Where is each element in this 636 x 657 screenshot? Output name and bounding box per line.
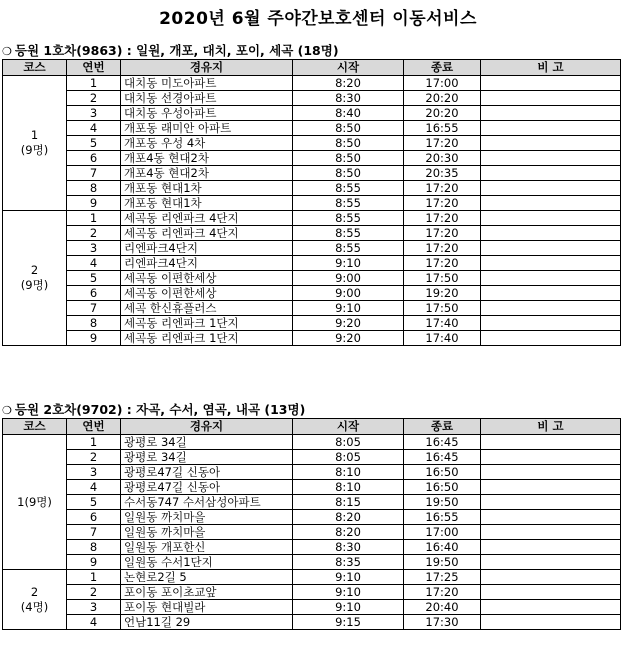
row-number: 8 <box>67 181 121 196</box>
col-end: 종료 <box>404 60 481 76</box>
page-title: 2020년 6월 주야간보호센터 이동서비스 <box>159 9 477 29</box>
course-number: 1 <box>30 128 39 142</box>
table-row <box>3 241 621 256</box>
table-row <box>3 585 621 600</box>
row-note <box>481 151 621 166</box>
table-row <box>3 121 621 136</box>
row-note <box>481 106 621 121</box>
row-stop: 광평로47길 신동아 <box>121 480 293 495</box>
row-start-time: 8:50 <box>293 136 404 151</box>
table-row <box>3 151 621 166</box>
row-stop: 대치동 선경아파트 <box>121 91 293 106</box>
row-number: 4 <box>67 480 121 495</box>
row-number: 5 <box>67 495 121 510</box>
row-note <box>481 166 621 181</box>
row-note <box>481 211 621 226</box>
row-note <box>481 540 621 555</box>
course-count: (4명) <box>20 599 49 614</box>
row-stop: 세곡동 이편한세상 <box>121 286 293 301</box>
row-stop: 포이동 현대빌라 <box>121 600 293 615</box>
row-stop: 개포4동 현대2차 <box>121 151 293 166</box>
row-end-time: 16:45 <box>404 435 481 450</box>
course-number: 2 <box>30 584 39 599</box>
table-row <box>3 510 621 525</box>
row-end-time: 17:50 <box>404 271 481 286</box>
row-start-time: 8:10 <box>293 465 404 480</box>
table-row <box>3 196 621 211</box>
row-start-time: 9:00 <box>293 271 404 286</box>
row-note <box>481 256 621 271</box>
row-stop: 개포동 현대1차 <box>121 196 293 211</box>
row-end-time: 17:00 <box>404 76 481 91</box>
row-number: 7 <box>67 525 121 540</box>
section-bus-1 <box>2 42 621 346</box>
row-end-time: 17:20 <box>404 256 481 271</box>
table-header-row <box>3 419 621 435</box>
table-row <box>3 555 621 570</box>
course-cell <box>3 435 67 570</box>
row-end-time: 17:25 <box>404 570 481 585</box>
row-note <box>481 465 621 480</box>
course-cell <box>3 211 67 346</box>
row-number: 1 <box>67 211 121 226</box>
section-heading <box>2 401 621 418</box>
row-stop: 광평로 34길 <box>121 450 293 465</box>
row-stop: 리엔파크4단지 <box>121 256 293 271</box>
row-stop: 일원동 까치마을 <box>121 510 293 525</box>
row-start-time: 9:10 <box>293 301 404 316</box>
row-stop: 리엔파크4단지 <box>121 241 293 256</box>
row-stop: 세곡동 이편한세상 <box>121 271 293 286</box>
course-cell <box>3 76 67 211</box>
row-start-time: 8:30 <box>293 540 404 555</box>
col-course: 코스 <box>3 419 67 435</box>
row-end-time: 17:20 <box>404 585 481 600</box>
row-note <box>481 226 621 241</box>
row-start-time: 9:00 <box>293 286 404 301</box>
row-number: 2 <box>67 91 121 106</box>
row-start-time: 9:15 <box>293 615 404 630</box>
row-note <box>481 196 621 211</box>
table-row <box>3 91 621 106</box>
row-end-time: 17:30 <box>404 615 481 630</box>
row-note <box>481 495 621 510</box>
table-row <box>3 136 621 151</box>
row-stop: 세곡동 리엔파크 4단지 <box>121 226 293 241</box>
row-start-time: 8:50 <box>293 166 404 181</box>
row-stop: 세곡동 리엔파크 1단지 <box>121 331 293 346</box>
col-number: 연번 <box>67 419 121 435</box>
row-note <box>481 555 621 570</box>
table-row <box>3 600 621 615</box>
col-note: 비 고 <box>481 60 621 76</box>
row-stop: 광평로47길 신동아 <box>121 465 293 480</box>
section-heading <box>2 42 621 59</box>
row-note <box>481 510 621 525</box>
row-number: 4 <box>67 615 121 630</box>
row-note <box>481 301 621 316</box>
row-end-time: 17:20 <box>404 181 481 196</box>
table-row <box>3 331 621 346</box>
row-note <box>481 121 621 136</box>
row-start-time: 8:20 <box>293 525 404 540</box>
schedule-table <box>2 418 621 630</box>
row-end-time: 17:40 <box>404 316 481 331</box>
row-number: 8 <box>67 316 121 331</box>
row-end-time: 17:20 <box>404 196 481 211</box>
row-note <box>481 585 621 600</box>
row-start-time: 8:55 <box>293 181 404 196</box>
table-row <box>3 226 621 241</box>
row-end-time: 16:40 <box>404 540 481 555</box>
table-row <box>3 211 621 226</box>
row-number: 8 <box>67 540 121 555</box>
row-stop: 일원동 수서1단지 <box>121 555 293 570</box>
row-number: 6 <box>67 151 121 166</box>
row-number: 2 <box>67 450 121 465</box>
course-count: (9명) <box>20 143 49 157</box>
row-end-time: 17:50 <box>404 301 481 316</box>
col-course: 코스 <box>3 60 67 76</box>
table-row <box>3 450 621 465</box>
row-end-time: 17:20 <box>404 211 481 226</box>
course-cell <box>3 570 67 630</box>
col-number: 연번 <box>67 60 121 76</box>
row-note <box>481 91 621 106</box>
circle-bullet-icon: ❍ <box>2 404 12 417</box>
row-number: 9 <box>67 555 121 570</box>
row-note <box>481 181 621 196</box>
row-stop: 언남11길 29 <box>121 615 293 630</box>
row-start-time: 8:30 <box>293 91 404 106</box>
row-number: 4 <box>67 256 121 271</box>
row-number: 3 <box>67 465 121 480</box>
row-stop: 대치동 우성아파트 <box>121 106 293 121</box>
course-number: 1(9명) <box>17 494 52 509</box>
row-stop: 포이동 포이초교앞 <box>121 585 293 600</box>
row-stop: 일원동 까치마을 <box>121 525 293 540</box>
row-start-time: 9:10 <box>293 256 404 271</box>
row-start-time: 8:55 <box>293 196 404 211</box>
row-start-time: 8:15 <box>293 495 404 510</box>
row-end-time: 17:20 <box>404 226 481 241</box>
table-row <box>3 570 621 585</box>
row-note <box>481 570 621 585</box>
table-row <box>3 435 621 450</box>
row-number: 1 <box>67 570 121 585</box>
col-start: 시작 <box>293 419 404 435</box>
table-row <box>3 256 621 271</box>
row-stop: 개포동 래미안 아파트 <box>121 121 293 136</box>
row-number: 3 <box>67 106 121 121</box>
table-row <box>3 465 621 480</box>
row-end-time: 20:20 <box>404 91 481 106</box>
row-note <box>481 331 621 346</box>
row-end-time: 20:35 <box>404 166 481 181</box>
section-bus-2 <box>2 401 621 630</box>
section-title: 등원 1호차(9863) : 일원, 개포, 대치, 포이, 세곡 (18명) <box>14 43 339 58</box>
col-note: 비 고 <box>481 419 621 435</box>
row-stop: 개포4동 현대2차 <box>121 166 293 181</box>
table-row <box>3 525 621 540</box>
row-note <box>481 76 621 91</box>
row-note <box>481 136 621 151</box>
row-end-time: 20:40 <box>404 600 481 615</box>
course-count: (9명) <box>20 278 49 292</box>
table-row <box>3 181 621 196</box>
row-number: 4 <box>67 121 121 136</box>
table-row <box>3 540 621 555</box>
row-stop: 논현로2길 5 <box>121 570 293 585</box>
schedule-table <box>2 59 621 346</box>
col-stop: 경유지 <box>121 60 293 76</box>
table-row <box>3 301 621 316</box>
row-number: 5 <box>67 136 121 151</box>
table-row <box>3 615 621 630</box>
row-start-time: 9:10 <box>293 570 404 585</box>
row-start-time: 8:05 <box>293 450 404 465</box>
row-end-time: 16:55 <box>404 510 481 525</box>
table-row <box>3 480 621 495</box>
row-number: 6 <box>67 286 121 301</box>
table-row <box>3 316 621 331</box>
row-stop: 개포동 우성 4차 <box>121 136 293 151</box>
row-stop: 세곡동 리엔파크 4단지 <box>121 211 293 226</box>
row-number: 6 <box>67 510 121 525</box>
row-end-time: 19:20 <box>404 286 481 301</box>
row-end-time: 17:20 <box>404 136 481 151</box>
row-stop: 개포동 현대1차 <box>121 181 293 196</box>
table-row <box>3 286 621 301</box>
row-end-time: 16:50 <box>404 465 481 480</box>
row-end-time: 17:20 <box>404 241 481 256</box>
row-start-time: 8:55 <box>293 241 404 256</box>
row-note <box>481 286 621 301</box>
row-start-time: 8:55 <box>293 211 404 226</box>
row-stop: 세곡 한신휴플러스 <box>121 301 293 316</box>
row-start-time: 8:35 <box>293 555 404 570</box>
row-stop: 대치동 미도아파트 <box>121 76 293 91</box>
row-start-time: 8:05 <box>293 435 404 450</box>
row-number: 7 <box>67 166 121 181</box>
circle-bullet-icon: ❍ <box>2 45 12 58</box>
row-stop: 광평로 34길 <box>121 435 293 450</box>
table-row <box>3 271 621 286</box>
row-number: 2 <box>67 585 121 600</box>
row-note <box>481 480 621 495</box>
row-number: 1 <box>67 76 121 91</box>
row-note <box>481 241 621 256</box>
col-stop: 경유지 <box>121 419 293 435</box>
row-start-time: 9:20 <box>293 316 404 331</box>
row-number: 5 <box>67 271 121 286</box>
row-number: 2 <box>67 226 121 241</box>
row-end-time: 19:50 <box>404 495 481 510</box>
row-number: 3 <box>67 241 121 256</box>
row-end-time: 16:55 <box>404 121 481 136</box>
row-start-time: 9:10 <box>293 600 404 615</box>
row-start-time: 9:10 <box>293 585 404 600</box>
row-start-time: 8:55 <box>293 226 404 241</box>
row-start-time: 8:40 <box>293 106 404 121</box>
row-start-time: 8:20 <box>293 510 404 525</box>
course-number: 2 <box>30 263 39 277</box>
row-start-time: 8:10 <box>293 480 404 495</box>
row-number: 1 <box>67 435 121 450</box>
row-end-time: 16:50 <box>404 480 481 495</box>
row-end-time: 17:00 <box>404 525 481 540</box>
row-number: 9 <box>67 196 121 211</box>
row-end-time: 20:30 <box>404 151 481 166</box>
row-note <box>481 615 621 630</box>
table-row <box>3 166 621 181</box>
table-row <box>3 106 621 121</box>
col-start: 시작 <box>293 60 404 76</box>
row-note <box>481 525 621 540</box>
row-number: 7 <box>67 301 121 316</box>
row-stop: 수서동747 수서삼성아파트 <box>121 495 293 510</box>
row-stop: 세곡동 리엔파크 1단지 <box>121 316 293 331</box>
table-row <box>3 495 621 510</box>
table-row <box>3 76 621 91</box>
row-end-time: 20:20 <box>404 106 481 121</box>
row-end-time: 16:45 <box>404 450 481 465</box>
row-start-time: 8:50 <box>293 121 404 136</box>
row-note <box>481 435 621 450</box>
row-end-time: 17:40 <box>404 331 481 346</box>
row-end-time: 19:50 <box>404 555 481 570</box>
row-start-time: 8:20 <box>293 76 404 91</box>
row-number: 9 <box>67 331 121 346</box>
row-number: 3 <box>67 600 121 615</box>
row-note <box>481 316 621 331</box>
row-stop: 일원동 개포한신 <box>121 540 293 555</box>
row-note <box>481 450 621 465</box>
col-end: 종료 <box>404 419 481 435</box>
row-start-time: 9:20 <box>293 331 404 346</box>
section-title: 등원 2호차(9702) : 자곡, 수서, 염곡, 내곡 (13명) <box>14 402 306 417</box>
row-note <box>481 271 621 286</box>
row-start-time: 8:50 <box>293 151 404 166</box>
row-note <box>481 600 621 615</box>
table-header-row <box>3 60 621 76</box>
